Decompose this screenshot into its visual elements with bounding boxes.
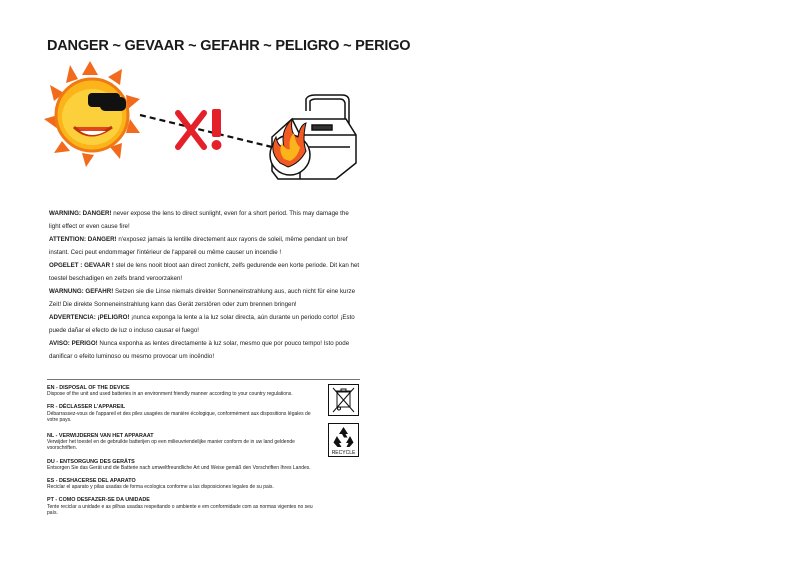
disposal-en: [47, 385, 317, 397]
warning-list: [49, 207, 361, 363]
warning-text: never expose the lens to direct sunlight, even for a short period. This may damage the light effect or even cause fire!: [49, 210, 349, 230]
warning-nl: [49, 259, 361, 285]
disposal-text: Entsorgen Sie das Gerät und die Batterie nach umweltfreundliche Art und Weise gemäß den Vorschriften Ihres Landes.: [47, 464, 311, 471]
warning-de: [49, 285, 361, 311]
disposal-text: Débarrassez-vous de l'appareil et des piles usagées de manière écologique, conformément aux dispositions légales de votre pays.: [47, 410, 311, 423]
warning-label: WARNUNG: GEFAHR!: [49, 288, 114, 295]
warning-en: [49, 207, 361, 233]
warning-label: ADVERTENCIA: ¡PELIGRO!: [49, 314, 130, 321]
disposal-heading: DU - ENTSORGUNG DES GERÄTS: [47, 458, 135, 465]
warning-label: ATTENTION: DANGER!: [49, 236, 117, 243]
warning-text: Setzen sie die Linse niemals direkter Sonneneinstrahlung aus, auch nicht für eine kurze Zeit! Die direkte Sonneneinstrahlung kann das Gerät zerstören oder zum brennen bringen!: [49, 288, 356, 308]
recycle-label: RECYCLE: [331, 450, 356, 456]
recycle-icon: [328, 423, 359, 457]
sun-with-sunglasses-icon: [44, 61, 140, 167]
disposal-pt: [47, 497, 317, 516]
disposal-heading: ES - DESHACERSE DEL APARATO: [47, 478, 136, 485]
warning-text: n'exposez jamais la lentille directement aux rayons de soleil, même pendant un bref instant. Ceci peut endommager l'intérieur de l'appareil ou même causer un incendie !: [49, 236, 348, 256]
warning-text: Nunca exponha as lentes directamente à luz solar, mesmo que por pouco tempo! Isto pode danificar o efeito luminoso ou mesmo provocar um incêndio!: [49, 340, 350, 360]
disposal-text: Reciclar el aparato y pilas usadas de forma ecologica conforme a las disposiciones legales de su pais.: [47, 484, 274, 491]
disposal-heading: FR - DÉCLASSER L'APPAREIL: [47, 404, 126, 411]
warning-label: AVISO: PERIGO!: [49, 340, 98, 347]
warning-text: stel de lens nooit bloot aan direct zonlicht, zelfs gedurende een korte periode. Dit kan het toestel beschadigen en zelfs brand veroorzaken!: [49, 262, 360, 282]
warning-pt: [49, 337, 361, 363]
disposal-section: [47, 385, 317, 523]
disposal-nl: [47, 433, 317, 452]
disposal-heading: PT - COMO DESFAZER-SE DA UNIDADE: [47, 497, 150, 504]
warning-label: WARNING: DANGER!: [49, 210, 112, 217]
disposal-du: [47, 459, 317, 471]
sunlight-beam: [140, 115, 272, 147]
warning-text: ¡nunca exponga la lente a la luz solar directa, aún durante un periodo corto! ¡Esto puede dañar el efecto de luz o incluso causar el fuego!: [49, 314, 355, 334]
page-title: DANGER ~ GEVAAR ~ GEFAHR ~ PELIGRO ~ PERIGO: [47, 38, 411, 54]
recycle-symbol: [328, 423, 359, 457]
disposal-heading: NL - VERWIJDEREN VAN HET APPARAAT: [47, 433, 154, 440]
warning-fr: [49, 233, 361, 259]
disposal-text: Verwijder het toestel en de gebruikte batterijen op een milieuvriendelijke manier conform de in uw land geldende voorschriften.: [47, 439, 295, 452]
disposal-text: Tente reciclar a unidade e as pilhas usadas respeitando o ambiente e em conformidade com as normas vigentes no seu país.: [47, 503, 313, 516]
warning-label: OPGELET : GEVAAR !: [49, 262, 114, 269]
disposal-text: Dispose of the unit and used batteries in an environment friendly manner according to your country regulations.: [47, 391, 293, 398]
disposal-fr: [47, 404, 317, 423]
disposal-es: [47, 478, 317, 490]
crossed-out-wheelie-bin-icon: [328, 384, 359, 416]
disposal-heading: EN - DISPOSAL OF THE DEVICE: [47, 385, 130, 391]
section-divider: [47, 379, 360, 380]
warning-es: [49, 311, 361, 337]
danger-illustration: [40, 55, 380, 195]
